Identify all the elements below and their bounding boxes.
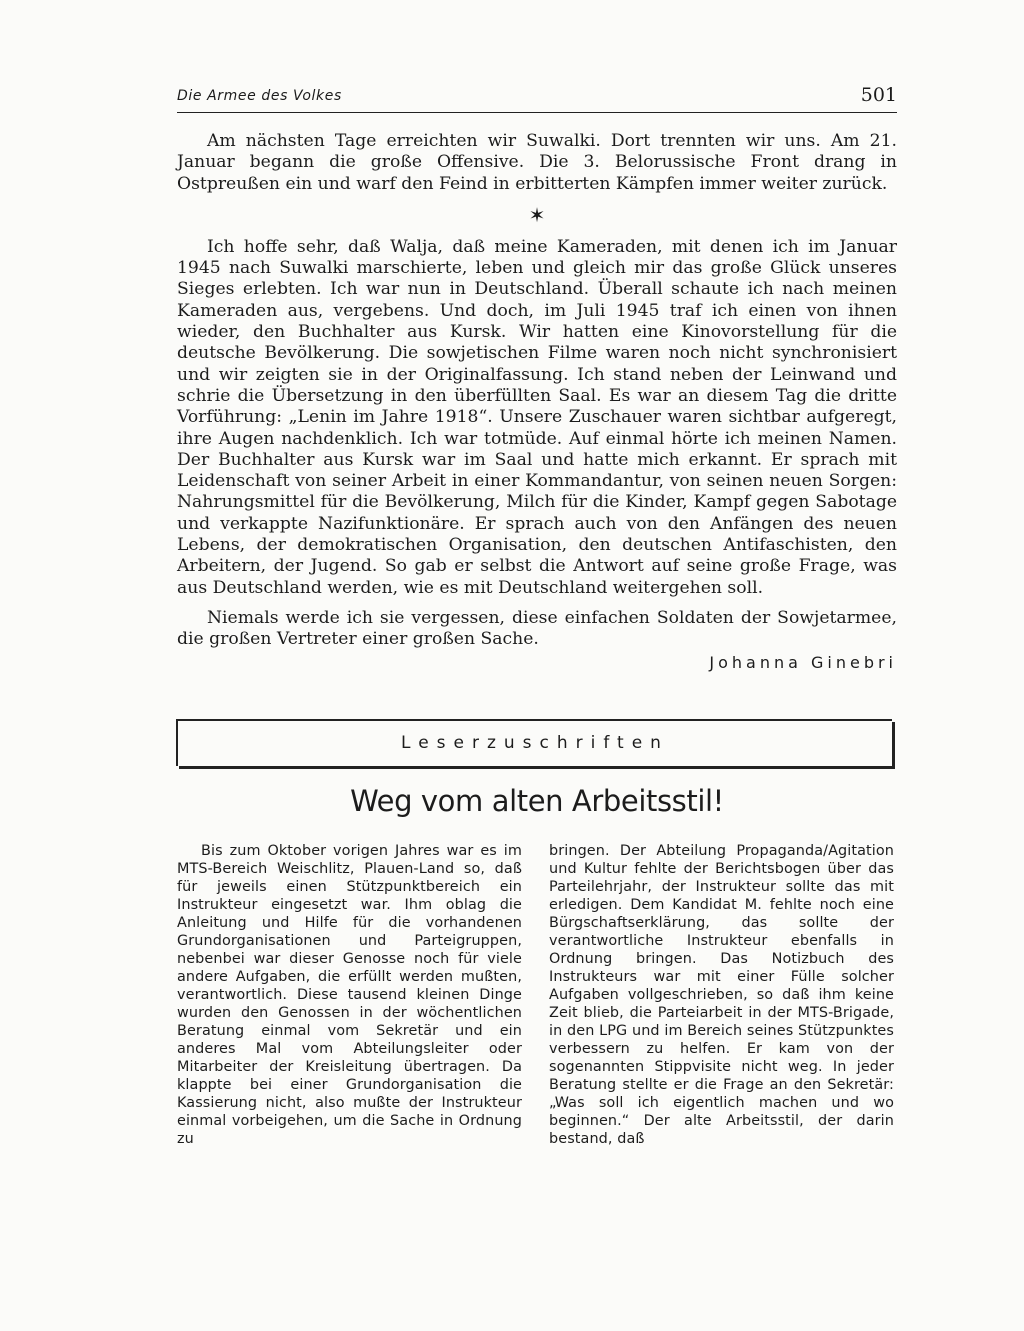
author-signature: Johanna Ginebri — [709, 652, 897, 672]
article-column-right — [549, 842, 894, 1148]
star-separator-icon: ✶ — [528, 202, 546, 227]
section-label: Leserzuschriften — [401, 733, 669, 753]
story-paragraph-1: Am nächsten Tage erreichten wir Suwalki. Dort trennten wir uns. Am 21. Januar begann die große Offensive. Die 3. Belorussische Front drang in Ostpreußen ein und warf den Feind in erbitterten Kämpfen immer weiter zurück. — [177, 131, 897, 194]
story-paragraph-3: Niemals werde ich sie vergessen, diese einfachen Soldaten der Sowjetarmee, die großen Vertreter einer großen Sache. — [177, 607, 897, 650]
section-header-box — [176, 719, 892, 766]
article-column-left — [177, 842, 522, 1148]
article-left-text: Bis zum Oktober vorigen Jahres war es im MTS-Bereich Weischlitz, Plauen-Land so, daß für jeweils einen Stützpunktbereich ein Instrukteur eingesetzt war. Ihm oblag die Anleitung und Hilfe für die vorhandenen Grundorganisationen und Parteigruppen, nebenbei war dieser Genosse noch für viele andere Aufgaben, die erfüllt werden mußten, verantwortlich. Diese tausend kleinen Dinge wurden den Genossen in der wöchentlichen Beratung einmal vom Sekretär und ein anderes Mal vom Abteilungsleiter oder Mitarbeiter der Kreisleitung übertragen. Da klappte bei einer Grundorganisation die Kassierung nicht, also mußte der Instrukteur einmal vorbeigehen, um die Sache in Ordnung zu — [177, 843, 522, 1147]
article-title: Weg vom alten Arbeitsstil! — [350, 784, 724, 818]
story-paragraph-2: Ich hoffe sehr, daß Walja, daß meine Kameraden, mit denen ich im Januar 1945 nach Suwalki marschierte, leben und gleich mir das große Glück unseres Sieges erlebten. Ich war nun in Deutschland. Überall schaute ich nach meinen Kameraden aus, vergebens. Und doch, im Juli 1945 traf ich einen von ihnen wieder, den Buchhalter aus Kursk. Wir hatten eine Kinovorstellung für die deutsche Bevölkerung. Die sowjetischen Filme waren noch nicht synchronisiert und wir zeigten sie in der Originalfassung. Ich stand neben der Leinwand und schrie die Übersetzung in den überfüllten Saal. Es war an diesem Tag die dritte Vorführung: „Lenin im Jahre 1918“. Unsere Zuschauer waren sichtbar aufgeregt, ihre Augen nachdenklich. Ich war totmüde. Auf einmal hörte ich meinen Namen. Der Buchhalter aus Kursk war im Saal und hatte mich erkannt. Er sprach mit Leidenschaft von seiner Arbeit in einer Kommandantur, von seinen neuen Sorgen: Nahrungsmittel für die Bevölkerung, Milch für die Kinder, Kampf gegen Sabotage und verkappte Nazifunktionäre. Er sprach auch von den Anfängen des neuen Lebens, der demokratischen Organisation, den deutschen Antifaschisten, den Arbeitern, der Jugend. So gab er selbst die Antwort auf seine große Frage, was aus Deutschland werden, wie es mit Deutschland weitergehen soll. — [177, 236, 897, 598]
running-head — [177, 84, 897, 114]
running-title: Die Armee des Volkes — [177, 88, 342, 104]
header-rule — [177, 112, 897, 113]
article-right-text: bringen. Der Abteilung Propaganda/Agitation und Kultur fehlte der Berichtsbogen über das Parteilehrjahr, der Instrukteur sollte das mit erledigen. Dem Kandidat M. fehlte noch eine Bürgschaftserklärung, das sollte der verantwortliche Instrukteur ebenfalls in Ordnung bringen. Das Notizbuch des Instrukteurs war mit einer Fülle solcher Aufgaben vollgeschrieben, so daß ihm keine Zeit blieb, die Parteiarbeit in der MTS-Brigade, in den LPG und im Bereich seines Stützpunktes verbessern zu helfen. Er kam von der sogenannten Stippvisite nicht weg. In jeder Beratung stellte er die Frage an den Sekretär: „Was soll ich eigentlich machen und wo beginnen.“ Der alte Arbeitsstil, der darin bestand, daß — [549, 843, 894, 1147]
page-number: 501 — [860, 84, 897, 106]
story-text — [177, 131, 897, 673]
